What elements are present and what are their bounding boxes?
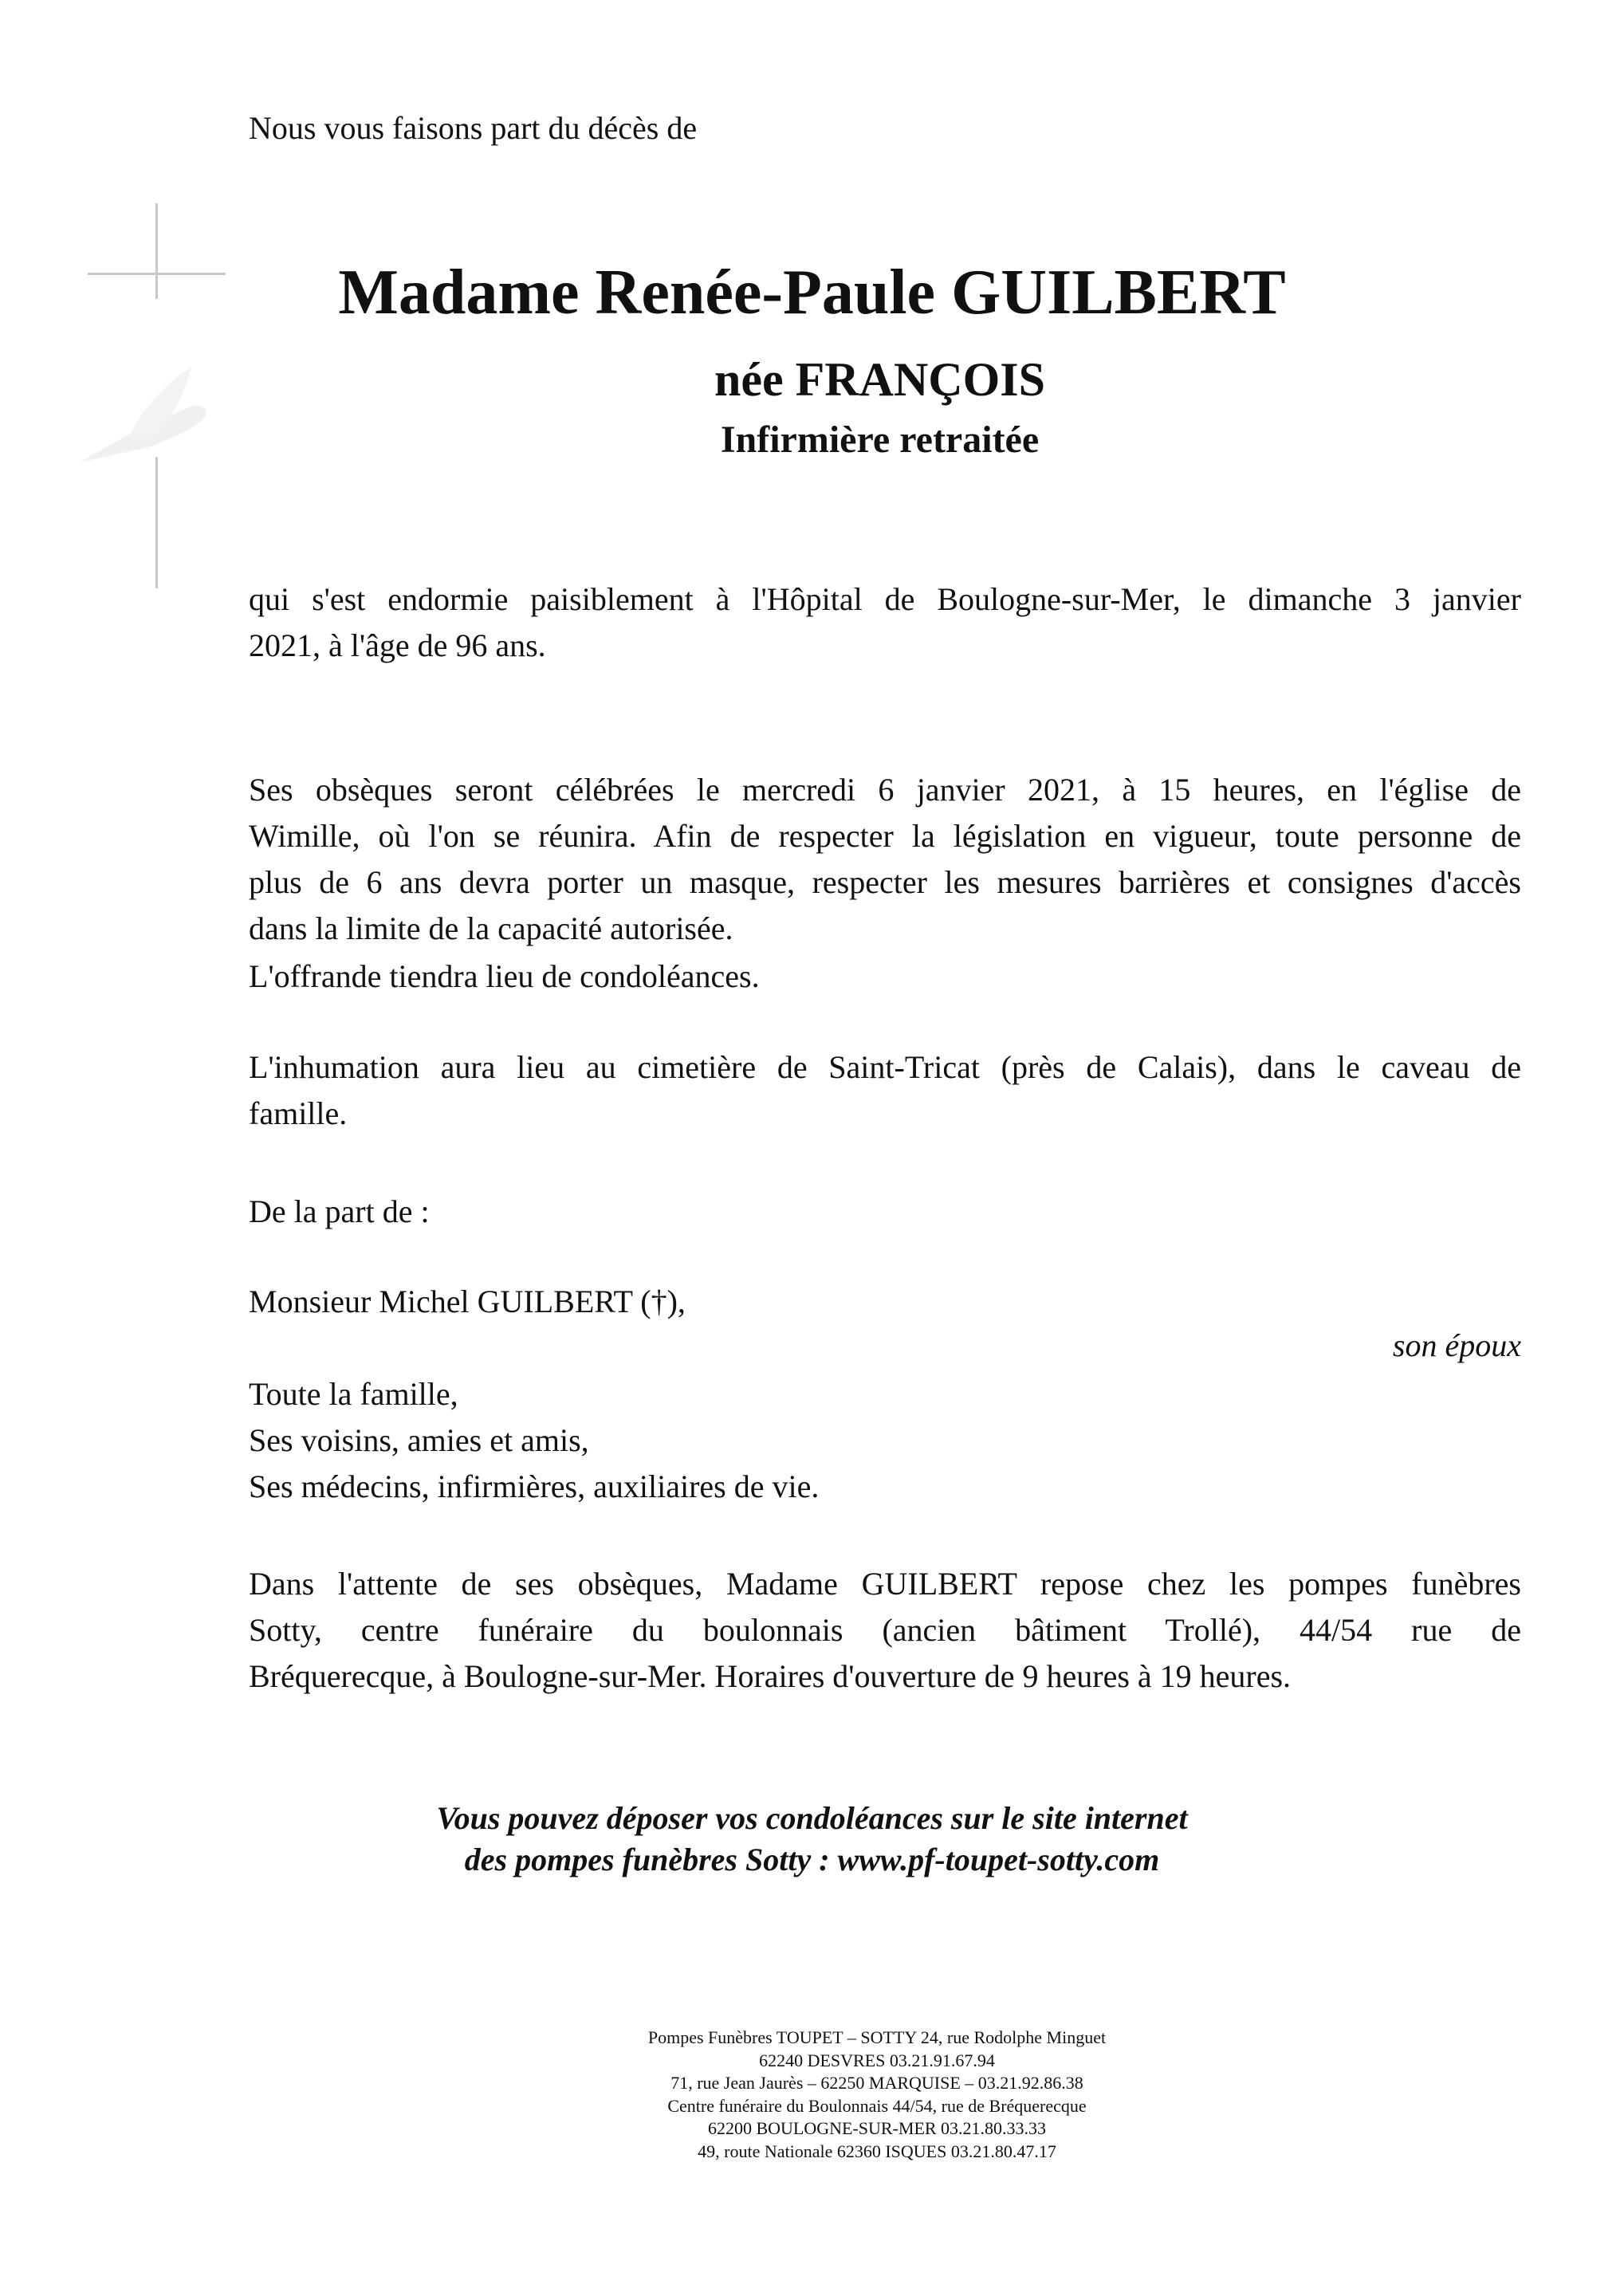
condolences-notice bbox=[0, 1798, 1624, 1881]
list-item: Ses voisins, amies et amis, bbox=[249, 1422, 589, 1458]
footer-line: 71, rue Jean Jaurès – 62250 MARQUISE – 03.21.92.86.38 bbox=[670, 2073, 1083, 2094]
rest-paragraph bbox=[249, 1561, 1521, 1700]
text-line: Sotty, centre funéraire du boulonnais (ancien bâtiment Trollé), 44/54 rue de bbox=[249, 1612, 1521, 1648]
text-line: L'inhumation aura lieu au cimetière de Saint-Tricat (près de Calais), dans le caveau de bbox=[249, 1049, 1521, 1085]
list-item: Toute la famille, bbox=[249, 1376, 458, 1412]
profession: Infirmière retraitée bbox=[720, 419, 1040, 461]
text-line: Ses obsèques seront célébrées le mercredi 6 janvier 2021, à 15 heures, en l'église de bbox=[249, 772, 1521, 808]
burial-paragraph bbox=[249, 1044, 1521, 1137]
funeral-paragraph bbox=[249, 767, 1521, 952]
condolences-url[interactable]: des pompes funèbres Sotty : www.pf-toupet-sotty.com bbox=[464, 1842, 1160, 1877]
maiden-name: née FRANÇOIS bbox=[714, 353, 1045, 406]
offering-text: L'offrande tiendra lieu de condoléances. bbox=[249, 958, 760, 994]
footer-line: Pompes Funèbres TOUPET – SOTTY 24, rue Rodolphe Minguet bbox=[647, 2027, 1107, 2047]
husband-name: Monsieur Michel GUILBERT (†), bbox=[249, 1284, 686, 1319]
text-line: plus de 6 ans devra porter un masque, respecter les mesures barrières et consignes d'accès bbox=[249, 864, 1521, 900]
text-line: Bréquerecque, à Boulogne-sur-Mer. Horaires d'ouverture de 9 heures à 19 heures. bbox=[249, 1658, 1292, 1694]
list-item: Ses médecins, infirmières, auxiliaires de vie. bbox=[249, 1468, 820, 1504]
funeral-home-footer bbox=[622, 2027, 1132, 2164]
footer-line: 62200 BOULOGNE-SUR-MER 03.21.80.33.33 bbox=[707, 2118, 1047, 2139]
text-line: Wimille, où l'on se réunira. Afin de respecter la législation en vigueur, toute personne de bbox=[249, 818, 1521, 854]
footer-line: 49, route Nationale 62360 ISQUES 03.21.80.47.17 bbox=[698, 2141, 1056, 2161]
text-line: 2021, à l'âge de 96 ans. bbox=[249, 627, 546, 663]
text-line: qui s'est endormie paisiblement à l'Hôpital de Boulogne-sur-Mer, le dimanche 3 janvier bbox=[249, 581, 1521, 617]
text-line: Dans l'attente de ses obsèques, Madame GUILBERT repose chez les pompes funèbres bbox=[249, 1566, 1521, 1602]
from-label: De la part de : bbox=[249, 1193, 430, 1229]
footer-line: Centre funéraire du Boulonnais 44/54, rue de Bréquerecque bbox=[667, 2095, 1087, 2116]
intro-text: Nous vous faisons part du décès de bbox=[249, 110, 698, 146]
deceased-name: Madame Renée-Paule GUILBERT bbox=[338, 258, 1286, 328]
text-line: dans la limite de la capacité autorisée. bbox=[249, 910, 733, 946]
footer-line: 62240 DESVRES 03.21.91.67.94 bbox=[759, 2050, 995, 2070]
family-list bbox=[249, 1371, 1521, 1510]
husband-role: son époux bbox=[1392, 1327, 1521, 1363]
death-paragraph bbox=[249, 576, 1521, 669]
condolences-line: Vous pouvez déposer vos condoléances sur le site internet bbox=[436, 1800, 1188, 1836]
text-line: famille. bbox=[249, 1095, 348, 1131]
